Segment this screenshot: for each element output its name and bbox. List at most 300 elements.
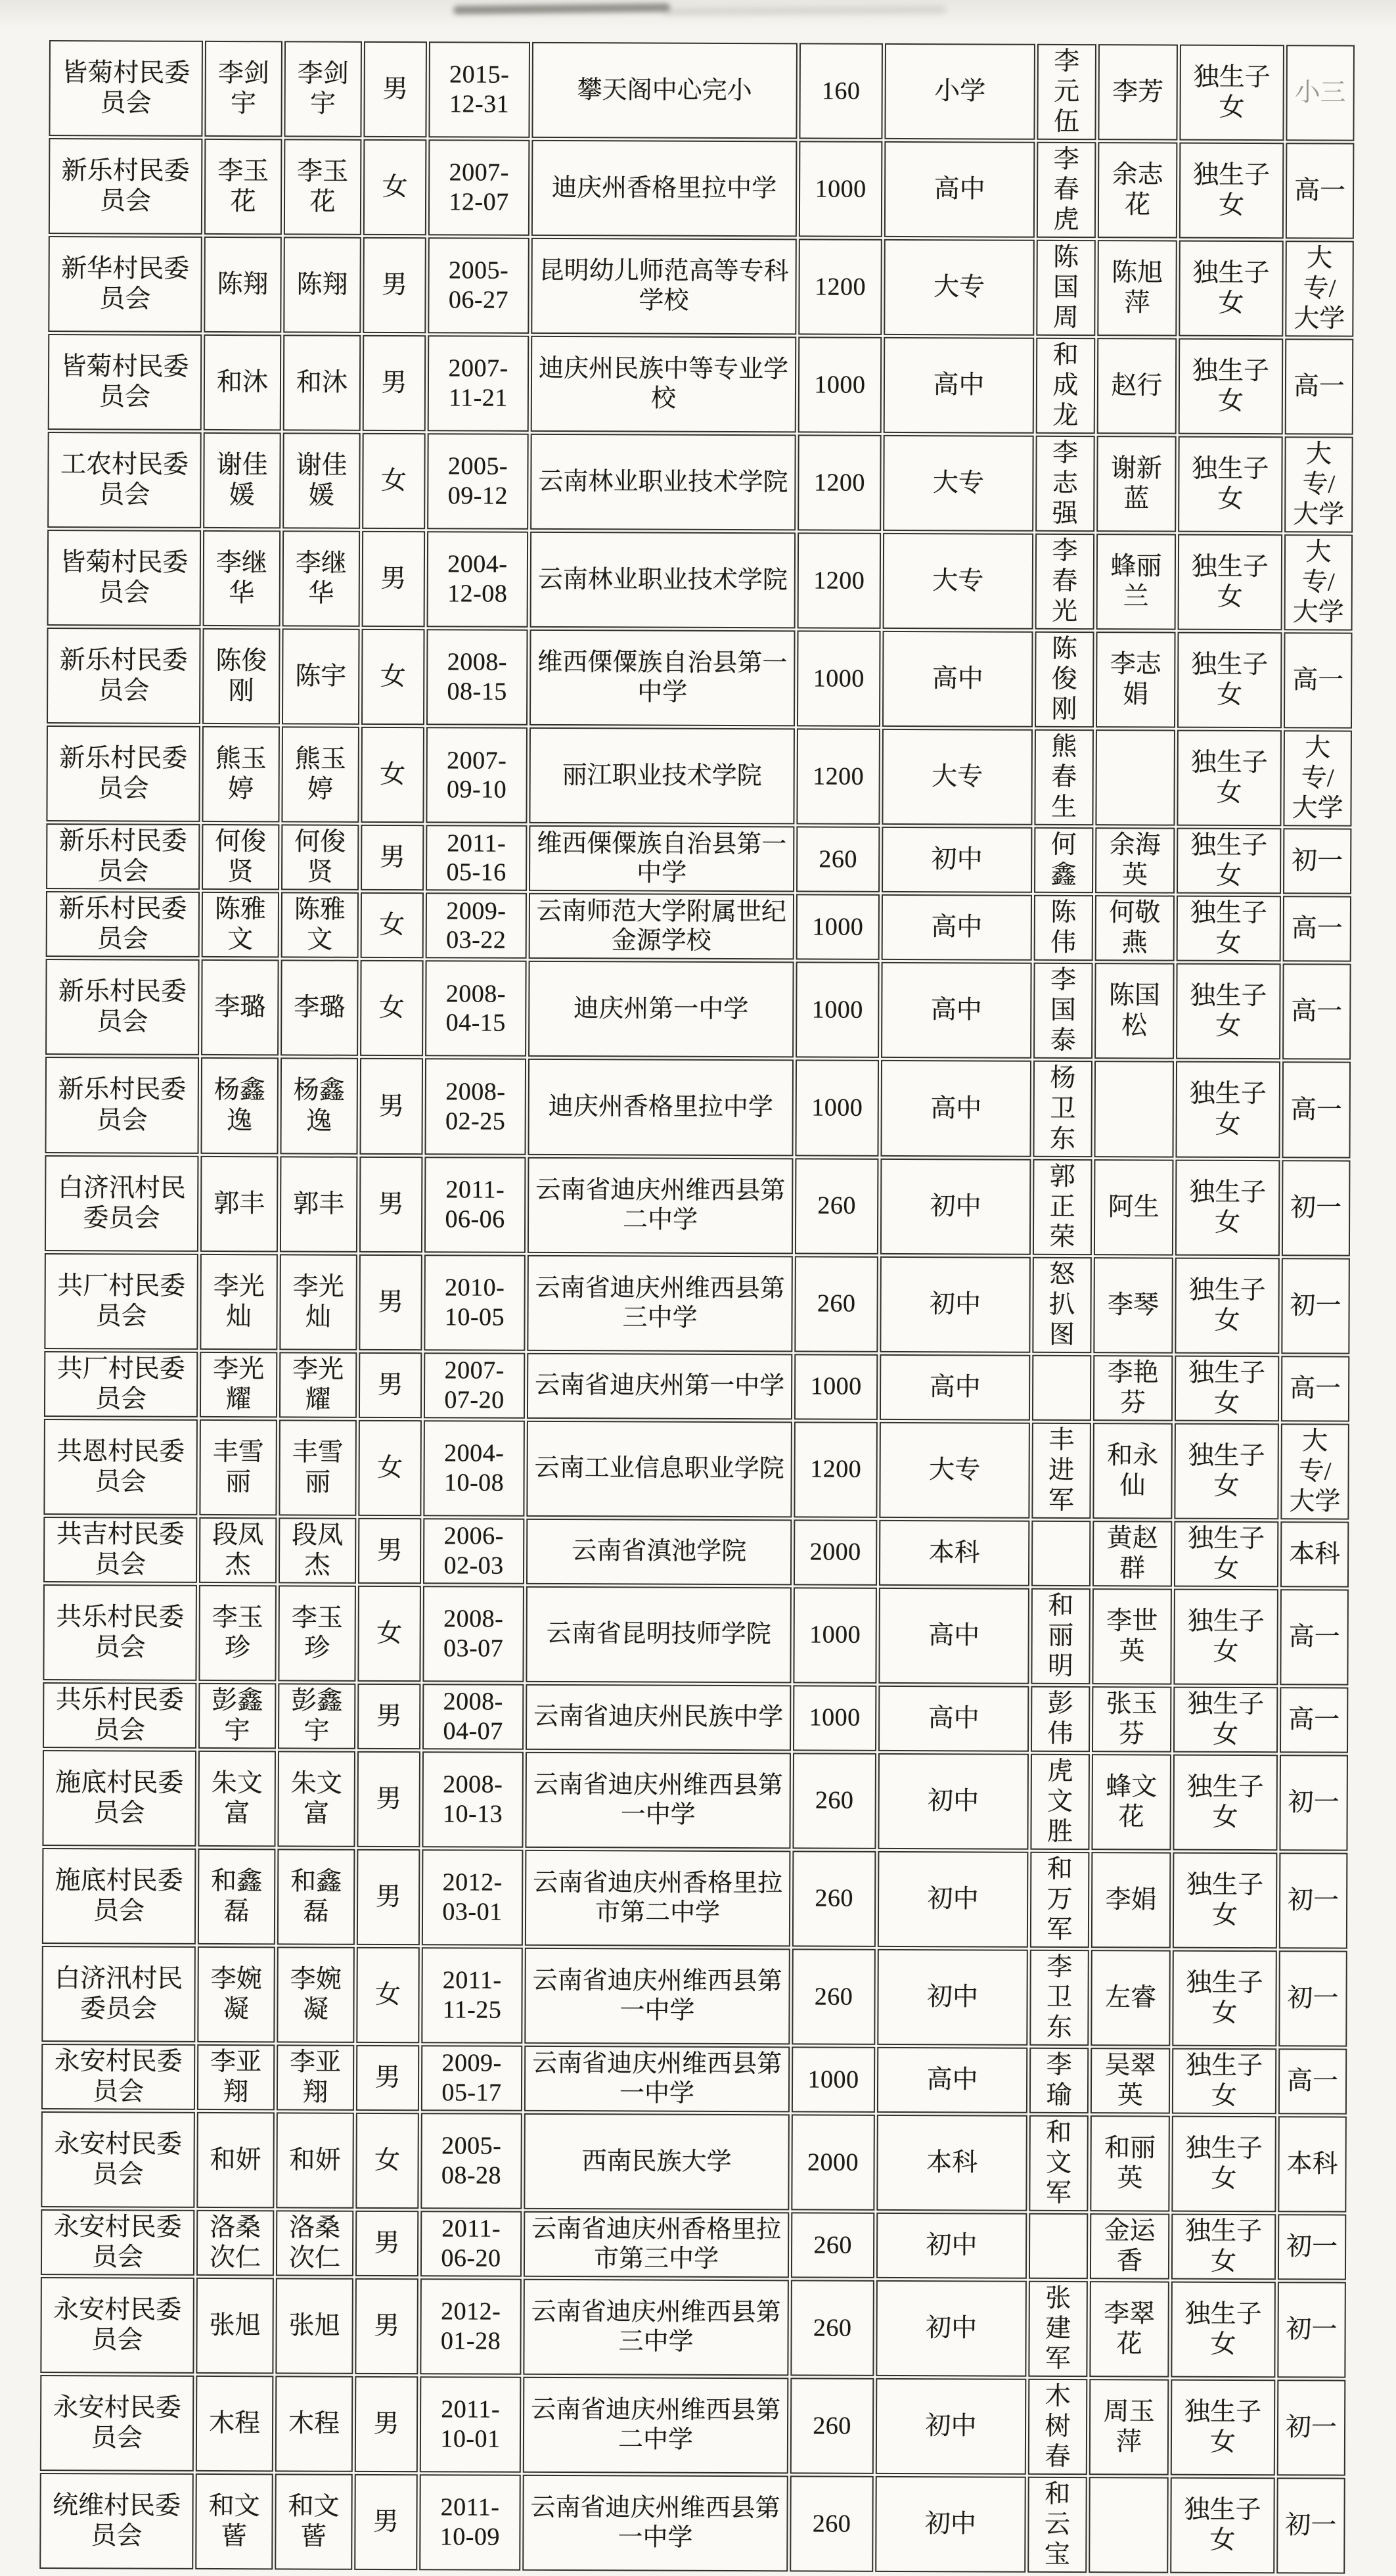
cell-gender: 男	[361, 825, 424, 890]
cell-school: 昆明幼儿师范高等专科学校	[531, 238, 797, 335]
cell-father-name: 李元伍	[1037, 44, 1096, 140]
cell-mother-name: 何敬燕	[1095, 896, 1175, 961]
cell-only-child-status: 独生子女	[1178, 436, 1283, 533]
cell-gender: 女	[358, 1419, 422, 1515]
table-row	[48, 236, 1354, 337]
cell-father-name: 李瑜	[1029, 2048, 1089, 2113]
cell-mother-name: 李志娟	[1096, 632, 1176, 728]
cell-grade: 高一	[1278, 2048, 1347, 2114]
cell-only-child-status: 独生子女	[1179, 338, 1284, 435]
cell-grade: 初一	[1278, 2214, 1346, 2280]
cell-mother-name: 余海英	[1095, 828, 1175, 894]
cell-father-name: 陈俊刚	[1035, 632, 1094, 727]
cell-only-child-status: 独生子女	[1177, 828, 1281, 894]
cell-gender: 男	[359, 1352, 422, 1417]
cell-subsidy-amount: 1200	[796, 729, 880, 825]
cell-mother-name: 李艳芬	[1093, 1355, 1173, 1421]
cell-mother-name: 陈国松	[1094, 963, 1175, 1060]
cell-household-name: 李光灿	[200, 1253, 278, 1349]
cell-gender: 男	[356, 2045, 419, 2111]
cell-birth-date: 2011-05-16	[426, 825, 527, 892]
cell-village-committee: 新华村民委员会	[48, 236, 202, 333]
cell-subsidy-amount: 1000	[795, 1060, 879, 1157]
cell-subsidy-amount: 2000	[791, 2114, 875, 2211]
cell-village-committee: 皆菊村民委员会	[47, 530, 202, 626]
cell-grade: 大专/大学	[1284, 436, 1353, 532]
cell-gender: 女	[361, 629, 425, 725]
cell-only-child-status: 独生子女	[1177, 730, 1282, 827]
cell-gender: 男	[359, 1254, 422, 1350]
cell-birth-date: 2007-11-21	[428, 335, 529, 432]
cell-school: 云南省迪庆州民族中学	[526, 1684, 791, 1751]
cell-school: 云南林业职业技术学院	[530, 434, 796, 531]
cell-education-level: 初中	[880, 1256, 1031, 1352]
cell-household-name: 陈翔	[204, 237, 282, 333]
cell-subsidy-amount: 260	[794, 1256, 878, 1352]
cell-student-name: 木程	[275, 2376, 353, 2472]
cell-village-committee: 工农村民委员会	[47, 432, 202, 528]
cell-household-name: 和沐	[204, 334, 282, 430]
cell-student-name: 洛桑次仁	[276, 2210, 353, 2276]
cell-school: 迪庆州香格里拉中学	[531, 140, 798, 237]
cell-mother-name: 李翠花	[1089, 2281, 1169, 2378]
cell-grade: 初一	[1282, 1160, 1351, 1256]
cell-father-name: 和云宝	[1027, 2477, 1087, 2573]
cell-student-name: 李亚翔	[277, 2044, 354, 2110]
cell-mother-name: 蜂文花	[1091, 1754, 1171, 1851]
cell-school: 云南省迪庆州维西县第一中学	[524, 2046, 790, 2113]
cell-grade: 高一	[1285, 338, 1354, 434]
cell-village-committee: 永安村民委员会	[40, 2277, 194, 2374]
cell-grade: 高一	[1283, 896, 1351, 962]
cell-village-committee: 施底村民委员会	[42, 1848, 196, 1944]
cell-subsidy-amount: 260	[791, 2212, 874, 2278]
cell-student-name: 李玉花	[284, 139, 362, 235]
table-row	[45, 1057, 1351, 1158]
cell-village-committee: 统维村民委员会	[39, 2473, 194, 2569]
cell-birth-date: 2011-06-20	[420, 2211, 522, 2277]
cell-household-name: 何俊贤	[202, 824, 279, 890]
cell-only-child-status: 独生子女	[1171, 2380, 1276, 2476]
cell-student-name: 谢佳媛	[282, 433, 361, 529]
cell-student-name: 丰雪丽	[279, 1419, 357, 1515]
cell-household-name: 谢佳媛	[203, 432, 281, 528]
cell-education-level: 本科	[876, 2115, 1027, 2211]
cell-household-name: 李璐	[201, 959, 279, 1055]
cell-mother-name: 李娟	[1091, 1852, 1171, 1948]
cell-birth-date: 2012-01-28	[420, 2278, 522, 2375]
cell-mother-name: 李世英	[1092, 1588, 1172, 1685]
cell-student-name: 李剑宇	[284, 41, 362, 137]
cell-education-level: 初中	[876, 2213, 1027, 2279]
cell-student-name: 李继华	[282, 531, 361, 627]
cell-student-name: 和沐	[283, 335, 361, 431]
table-row	[43, 1584, 1349, 1686]
cell-mother-name: 李芳	[1098, 44, 1178, 141]
cell-only-child-status: 独生子女	[1170, 2477, 1275, 2574]
cell-school: 云南工业信息职业学院	[526, 1420, 792, 1517]
cell-student-name: 彭鑫宇	[278, 1683, 355, 1749]
cell-father-name	[1029, 2213, 1088, 2279]
cell-only-child-status: 独生子女	[1171, 2214, 1276, 2280]
cell-village-committee: 新乐村民委员会	[45, 959, 200, 1055]
cell-education-level: 初中	[882, 827, 1032, 893]
cell-subsidy-amount: 260	[790, 2280, 874, 2376]
cell-household-name: 李继华	[203, 530, 281, 626]
cell-school: 攀天阁中心完小	[531, 42, 798, 139]
cell-education-level: 大专	[883, 533, 1034, 630]
cell-household-name: 和文蒈	[195, 2473, 273, 2569]
cell-subsidy-amount: 260	[792, 1753, 876, 1849]
cell-village-committee: 永安村民委员会	[41, 2209, 194, 2276]
cell-household-name: 李亚翔	[197, 2044, 275, 2110]
cell-mother-name: 谢新蓝	[1096, 436, 1177, 532]
cell-mother-name	[1095, 729, 1175, 826]
cell-only-child-status: 独生子女	[1172, 2048, 1276, 2115]
cell-only-child-status: 独生子女	[1177, 896, 1281, 962]
table-row	[41, 2044, 1347, 2115]
cell-birth-date: 2008-04-07	[422, 1684, 524, 1750]
cell-school: 维西傈僳族自治县第一中学	[529, 825, 794, 892]
cell-school: 云南省昆明技师学院	[526, 1586, 792, 1684]
cell-school: 云南省滇池学院	[526, 1519, 792, 1586]
cell-subsidy-amount: 260	[790, 2476, 874, 2573]
cell-subsidy-amount: 1000	[794, 1354, 878, 1420]
cell-mother-name: 赵行	[1097, 338, 1177, 434]
cell-education-level: 高中	[884, 337, 1035, 434]
cell-village-committee: 白济汛村民委员会	[41, 1946, 196, 2042]
cell-household-name: 彭鑫宇	[198, 1683, 276, 1749]
cell-only-child-status: 独生子女	[1174, 1423, 1279, 1519]
cell-village-committee: 新乐村民委员会	[46, 725, 200, 822]
cell-father-name: 和文军	[1029, 2115, 1089, 2211]
cell-subsidy-amount: 2000	[794, 1519, 877, 1586]
cell-birth-date: 2011-10-09	[419, 2474, 521, 2571]
cell-education-level: 高中	[882, 894, 1032, 961]
cell-school: 迪庆州第一中学	[528, 961, 794, 1058]
cell-household-name: 郭丰	[200, 1155, 279, 1251]
cell-student-name: 郭丰	[280, 1156, 358, 1252]
cell-father-name: 杨卫东	[1033, 1061, 1092, 1157]
cell-gender: 男	[358, 1518, 421, 1584]
cell-mother-name: 李琴	[1093, 1257, 1173, 1354]
cell-grade: 初一	[1278, 1950, 1347, 2046]
cell-household-name: 木程	[196, 2376, 274, 2472]
cell-gender: 男	[363, 41, 427, 137]
cell-education-level: 高中	[880, 1060, 1031, 1157]
cell-father-name: 何鑫	[1034, 827, 1093, 893]
cell-education-level: 高中	[884, 141, 1035, 238]
cell-only-child-status: 独生子女	[1179, 45, 1284, 141]
table-row	[41, 1946, 1347, 2047]
cell-mother-name: 周玉萍	[1089, 2379, 1169, 2475]
cell-village-committee: 共乐村民委员会	[43, 1584, 197, 1681]
cell-household-name: 李玉花	[204, 139, 282, 235]
cell-education-level: 高中	[880, 1354, 1030, 1421]
cell-student-name: 李光灿	[279, 1254, 357, 1350]
cell-education-level: 高中	[877, 2047, 1027, 2113]
table-row	[49, 40, 1355, 141]
cell-household-name: 陈雅文	[202, 892, 279, 957]
cell-subsidy-amount: 1000	[797, 631, 881, 727]
cell-school: 西南民族大学	[524, 2113, 790, 2211]
cell-education-level: 高中	[878, 1686, 1029, 1752]
cell-birth-date: 2007-07-20	[424, 1352, 525, 1419]
cell-father-name: 张建军	[1028, 2281, 1088, 2377]
cell-grade: 高一	[1282, 964, 1351, 1060]
cell-subsidy-amount: 1000	[792, 2046, 875, 2113]
cell-only-child-status: 独生子女	[1175, 1257, 1280, 1354]
cell-gender: 男	[357, 1751, 420, 1847]
cell-village-committee: 新乐村民委员会	[45, 1057, 199, 1153]
cell-father-name: 郭正荣	[1033, 1159, 1092, 1254]
cell-mother-name: 和丽英	[1090, 2115, 1170, 2212]
cell-student-name: 李光耀	[279, 1352, 357, 1417]
cell-father-name: 彭伟	[1031, 1686, 1090, 1752]
cell-father-name: 李国泰	[1033, 963, 1093, 1059]
cell-school: 云南省迪庆州维西县第三中学	[523, 2279, 789, 2376]
cell-school: 丽江职业技术学院	[529, 727, 795, 825]
table-row	[48, 334, 1354, 435]
cell-birth-date: 2012-03-01	[422, 1849, 524, 1946]
cell-student-name: 和鑫磊	[277, 1849, 355, 1944]
cell-student-name: 李婉凝	[277, 1946, 355, 2042]
cell-gender: 女	[361, 892, 424, 958]
cell-student-name: 和妍	[276, 2112, 354, 2208]
cell-only-child-status: 独生子女	[1172, 1950, 1277, 2047]
cell-student-name: 张旭	[275, 2278, 353, 2374]
cell-mother-name: 张玉芬	[1092, 1686, 1171, 1752]
cell-only-child-status: 独生子女	[1178, 534, 1283, 631]
cell-household-name: 洛桑次仁	[196, 2210, 274, 2276]
cell-grade: 初一	[1279, 1852, 1348, 1948]
cell-education-level: 本科	[879, 1520, 1029, 1586]
cell-education-level: 初中	[878, 1753, 1029, 1850]
table-row	[46, 725, 1352, 827]
cell-gender: 女	[360, 960, 424, 1056]
table-row	[49, 138, 1355, 239]
cell-village-committee: 新乐村民委员会	[47, 628, 201, 724]
cell-birth-date: 2008-10-13	[422, 1751, 524, 1848]
table-row	[42, 1750, 1348, 1851]
cell-subsidy-amount: 260	[795, 1158, 879, 1254]
cell-father-name	[1032, 1354, 1091, 1420]
cell-household-name: 李剑宇	[204, 41, 282, 137]
cell-gender: 男	[357, 1849, 420, 1945]
cell-grade: 初一	[1283, 829, 1351, 894]
cell-only-child-status: 独生子女	[1173, 1588, 1278, 1685]
cell-subsidy-amount: 1200	[798, 239, 882, 335]
cell-education-level: 初中	[878, 1851, 1029, 1948]
table-row	[47, 530, 1353, 631]
cell-birth-date: 2009-05-17	[421, 2045, 522, 2111]
cell-father-name	[1031, 1520, 1091, 1586]
cell-father-name: 李春光	[1035, 534, 1095, 630]
cell-gender: 男	[362, 531, 426, 627]
cell-birth-date: 2004-10-08	[423, 1420, 525, 1517]
cell-village-committee: 永安村民委员会	[40, 2375, 194, 2472]
cell-gender: 女	[357, 1586, 421, 1682]
table-row	[45, 959, 1351, 1060]
cell-household-name: 熊玉婷	[202, 726, 280, 822]
cell-gender: 男	[363, 237, 426, 333]
cell-village-committee: 共恩村民委员会	[43, 1419, 198, 1515]
cell-mother-name	[1094, 1061, 1174, 1158]
cell-birth-date: 2005-08-28	[420, 2113, 522, 2209]
cell-village-committee: 共乐村民委员会	[43, 1682, 196, 1749]
cell-only-child-status: 独生子女	[1179, 143, 1284, 239]
table-row	[39, 2473, 1345, 2574]
cell-father-name: 和万军	[1030, 1852, 1090, 1948]
cell-subsidy-amount: 1200	[794, 1421, 878, 1518]
cell-gender: 女	[362, 433, 426, 529]
cell-father-name: 虎文胜	[1030, 1754, 1090, 1850]
cell-grade: 本科	[1280, 1521, 1349, 1587]
table-row	[43, 1682, 1348, 1753]
cell-household-name: 和鑫磊	[198, 1849, 276, 1944]
cell-grade: 大专/大学	[1285, 241, 1354, 336]
cell-birth-date: 2007-09-10	[426, 727, 528, 824]
cell-grade: 高一	[1281, 1356, 1349, 1421]
cell-gender: 女	[361, 727, 424, 823]
cell-grade: 本科	[1278, 2116, 1347, 2212]
cell-grade: 初一	[1279, 1755, 1348, 1851]
cell-household-name: 朱文富	[198, 1751, 276, 1847]
cell-only-child-status: 独生子女	[1176, 963, 1281, 1060]
cell-subsidy-amount: 260	[792, 1948, 876, 2045]
cell-gender: 男	[359, 1156, 423, 1252]
cell-school: 维西傈僳族自治县第一中学	[529, 630, 796, 727]
cell-student-name: 陈宇	[282, 629, 360, 725]
cell-village-committee: 皆菊村民委员会	[49, 40, 203, 137]
table-row	[46, 891, 1351, 962]
cell-education-level: 初中	[877, 1949, 1028, 2046]
cell-student-name: 陈雅文	[281, 892, 359, 958]
table-row	[41, 2209, 1346, 2280]
cell-gender: 男	[355, 2211, 418, 2276]
cell-village-committee: 施底村民委员会	[42, 1750, 196, 1847]
cell-subsidy-amount: 260	[792, 1851, 876, 1947]
cell-student-name: 李璐	[281, 960, 359, 1056]
cell-gender: 男	[355, 2376, 418, 2472]
cell-mother-name: 陈旭萍	[1097, 240, 1177, 336]
cell-education-level: 高中	[881, 962, 1032, 1059]
cell-birth-date: 2010-10-05	[424, 1254, 526, 1351]
cell-birth-date: 2009-03-22	[426, 893, 527, 959]
cell-gender: 女	[363, 139, 427, 235]
cell-school: 云南省迪庆州香格里拉市第三中学	[524, 2211, 789, 2278]
cell-mother-name: 余志花	[1098, 142, 1178, 239]
cell-village-committee: 新乐村民委员会	[46, 891, 200, 957]
cell-education-level: 大专	[883, 435, 1034, 532]
cell-gender: 女	[356, 1947, 420, 2043]
cell-school: 云南师范大学附属世纪金源学校	[529, 893, 794, 960]
cell-student-name: 何俊贤	[281, 825, 359, 890]
cell-birth-date: 2011-06-06	[424, 1157, 526, 1253]
cell-birth-date: 2005-06-27	[428, 237, 529, 334]
cell-school: 云南林业职业技术学院	[530, 532, 796, 629]
cell-birth-date: 2008-03-07	[422, 1586, 524, 1682]
cell-grade: 高一	[1286, 143, 1355, 239]
table-row	[47, 628, 1353, 729]
cell-gender: 男	[354, 2474, 418, 2570]
cell-student-name: 李玉珍	[278, 1585, 356, 1681]
cell-student-name: 杨鑫逸	[280, 1058, 358, 1154]
cell-birth-date: 2005-09-12	[427, 433, 529, 530]
table-row	[40, 2277, 1346, 2378]
cell-only-child-status: 独生子女	[1171, 2116, 1276, 2213]
cell-father-name: 丰进军	[1031, 1422, 1091, 1518]
cell-education-level: 初中	[875, 2476, 1026, 2573]
cell-mother-name	[1089, 2477, 1169, 2573]
cell-subsidy-amount: 1000	[793, 1587, 877, 1684]
cell-mother-name: 金运香	[1090, 2213, 1169, 2279]
cell-gender: 男	[355, 2278, 418, 2374]
table-body	[39, 40, 1355, 2574]
cell-only-child-status: 独生子女	[1175, 1061, 1280, 1158]
cell-school: 云南省迪庆州维西县第二中学	[523, 2377, 789, 2474]
cell-gender: 女	[355, 2113, 419, 2209]
cell-school: 迪庆州香格里拉中学	[528, 1059, 794, 1156]
table-row	[41, 2111, 1347, 2213]
cell-household-name: 李婉凝	[197, 1946, 275, 2042]
cell-education-level: 初中	[876, 2280, 1027, 2377]
cell-mother-name: 吴翠英	[1091, 2048, 1170, 2113]
cell-school: 云南省迪庆州维西县第一中学	[522, 2475, 788, 2572]
cell-household-name: 李玉珍	[198, 1585, 277, 1681]
cell-school: 云南省迪庆州维西县第二中学	[528, 1157, 794, 1254]
cell-mother-name: 左睿	[1091, 1950, 1171, 2046]
cell-birth-date: 2011-10-01	[420, 2376, 522, 2473]
cell-birth-date: 2011-11-25	[421, 1947, 523, 2044]
cell-only-child-status: 独生子女	[1177, 632, 1282, 729]
cell-student-name: 陈翔	[283, 237, 361, 333]
cell-mother-name: 蜂丽兰	[1096, 534, 1177, 630]
cell-school: 迪庆州民族中等专业学校	[531, 336, 797, 433]
cell-only-child-status: 独生子女	[1173, 1754, 1278, 1851]
table-row	[47, 432, 1353, 533]
cell-birth-date: 2004-12-08	[427, 531, 529, 628]
cell-school: 云南省迪庆州香格里拉市第二中学	[525, 1850, 791, 1947]
table-row	[43, 1517, 1349, 1588]
cell-education-level: 大专	[879, 1422, 1030, 1519]
cell-student-name: 朱文富	[277, 1751, 355, 1847]
cell-subsidy-amount: 1200	[798, 533, 882, 630]
cell-village-committee: 共厂村民委员会	[44, 1253, 198, 1350]
cell-subsidy-amount: 160	[799, 43, 883, 139]
cell-education-level: 大专	[884, 239, 1035, 336]
cell-subsidy-amount: 1000	[798, 337, 882, 434]
cell-grade: 初一	[1276, 2477, 1345, 2573]
cell-only-child-status: 独生子女	[1179, 241, 1284, 337]
cell-grade: 初一	[1281, 1258, 1350, 1354]
cell-student-name: 段凤杰	[279, 1517, 356, 1583]
cell-subsidy-amount: 1000	[793, 1685, 876, 1751]
cell-household-name: 和妍	[196, 2112, 275, 2208]
cell-village-committee: 新乐村民委员会	[49, 138, 203, 235]
cell-household-name: 张旭	[196, 2278, 274, 2374]
cell-subsidy-amount: 1000	[799, 141, 883, 237]
cell-mother-name: 阿生	[1094, 1159, 1174, 1256]
cell-education-level: 初中	[880, 1158, 1031, 1254]
table-row	[44, 1253, 1350, 1354]
cell-village-committee: 永安村民委员会	[41, 2111, 195, 2208]
table-row	[42, 1848, 1348, 1949]
cell-father-name: 李志强	[1035, 436, 1095, 532]
cell-education-level: 小学	[884, 43, 1035, 140]
cell-father-name: 怒扒图	[1032, 1256, 1092, 1352]
cell-birth-date: 2008-08-15	[426, 630, 528, 726]
